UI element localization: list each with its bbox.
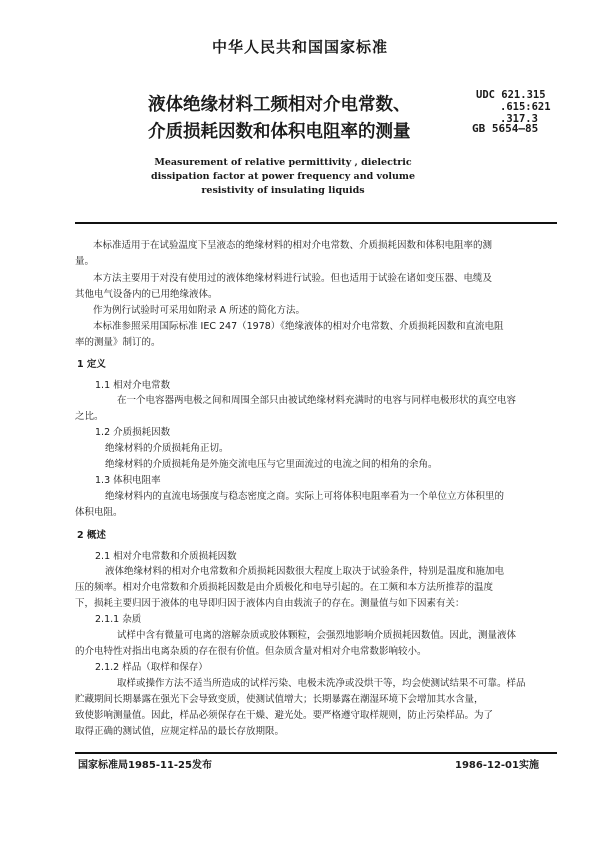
gb-standard-number: GB 5654—85 bbox=[472, 122, 539, 135]
section-1-1-line-2: 之比。 bbox=[75, 411, 104, 422]
section-1-2-line-1: 绝缘材料的介质损耗角正切。 bbox=[105, 443, 229, 454]
intro-paragraph-4-line-2: 率的测量》制订的。 bbox=[75, 337, 161, 348]
intro-paragraph-1-line-1: 本标准适用于在试验温度下呈液态的绝缘材料的相对介电常数、介质损耗因数和体积电阻率的测 bbox=[93, 240, 493, 251]
section-2-1-2-line-3: 致使影响测量值。因此，样品必须保存在干燥、避光处。要严格遵守取样规则，防止污染样品。为了 bbox=[75, 710, 494, 721]
intro-paragraph-2-line-2: 其他电气设备内的已用绝缘液体。 bbox=[75, 289, 218, 300]
section-1-2-heading: 1.2 介质损耗因数 bbox=[95, 427, 171, 438]
section-2-1-line-2: 压的频率。相对介电常数和介质损耗因数是由介质极化和电导引起的。在工频和本方法所推荐的温度 bbox=[75, 582, 494, 593]
section-2-1-line-1: 液体绝缘材料的相对介电常数和介质损耗因数很大程度上取决于试验条件，特别是温度和施加电 bbox=[105, 566, 505, 577]
intro-paragraph-4-line-1: 本标准参照采用国际标准 IEC 247（1978）《绝缘液体的相对介电常数、介质损耗因数和直流电阻 bbox=[93, 321, 504, 332]
document-title-en-line-3: resistivity of insulating liquids bbox=[201, 185, 365, 196]
udc-code-line-3: .317.3 bbox=[500, 113, 538, 125]
section-1-2-line-2: 绝缘材料的介质损耗角是外施交流电压与它里面流过的电流之间的相角的余角。 bbox=[105, 459, 438, 470]
section-2-1-1-line-2: 的介电特性对指出电离杂质的存在很有价值。但杂质含量对相对介电常数影响较小。 bbox=[75, 646, 427, 657]
issue-date: 国家标准局1985-11-25发布 bbox=[78, 760, 212, 771]
section-1-heading: 1 定义 bbox=[77, 359, 106, 370]
section-2-1-1-line-1: 试样中含有微量可电离的溶解杂质或胶体颗粒，会强烈地影响介质损耗因数值。因此，测量液体 bbox=[117, 630, 517, 641]
section-2-1-line-3: 下，损耗主要归因于液体的电导即归因于液体内自由载流子的存在。测量值与如下因素有关： bbox=[75, 598, 465, 609]
section-1-1-line-1: 在一个电容器两电极之间和周围全部只由被试绝缘材料充满时的电容与同样电极形状的真空电容 bbox=[117, 395, 517, 406]
section-1-3-heading: 1.3 体积电阻率 bbox=[95, 475, 161, 486]
intro-paragraph-1-line-2: 量。 bbox=[75, 256, 95, 267]
footer-divider bbox=[75, 752, 557, 754]
section-2-1-2-line-4: 取得正确的测试值，应规定样品的最长存放期限。 bbox=[75, 726, 285, 737]
section-1-3-line-1: 绝缘材料内的直流电场强度与稳态密度之商。实际上可将体积电阻率看为一个单位立方体积里的 bbox=[105, 491, 505, 502]
document-title-en-line-2: dissipation factor at power frequency and volume bbox=[150, 171, 416, 182]
header-divider bbox=[75, 222, 557, 224]
section-2-1-1-heading: 2.1.1 杂质 bbox=[95, 614, 142, 625]
intro-paragraph-2-line-1: 本方法主要用于对没有使用过的液体绝缘材料进行试验。但也适用于试验在诸如变压器、电缆及 bbox=[93, 273, 493, 284]
udc-code-line-1: UDC 621.315 bbox=[476, 89, 546, 101]
document-title-cn-line-2: 介质损耗因数和体积电阻率的测量 bbox=[148, 122, 411, 142]
section-2-1-2-line-2: 贮藏期间长期暴露在强光下会导致变质，使测试值增大；长期暴露在潮湿环境下会增加其水含量， bbox=[75, 694, 484, 705]
document-title-cn-line-1: 液体绝缘材料工频相对介电常数、 bbox=[148, 95, 411, 115]
section-2-1-2-line-1: 取样或操作方法不适当所造成的试样污染、电极未洗净或没烘干等，均会使测试结果不可靠。样品 bbox=[117, 678, 526, 689]
effective-date: 1986-12-01实施 bbox=[455, 760, 539, 771]
intro-paragraph-3: 作为例行试验时可采用如附录 A 所述的简化方法。 bbox=[93, 305, 306, 316]
section-2-1-2-heading: 2.1.2 样品（取样和保存） bbox=[95, 662, 208, 673]
document-title-en-line-1: Measurement of relative permittivity , dielectric bbox=[154, 157, 412, 168]
national-standard-header: 中华人民共和国国家标准 bbox=[211, 38, 388, 56]
section-2-1-heading: 2.1 相对介电常数和介质损耗因数 bbox=[95, 551, 237, 562]
section-2-heading: 2 概述 bbox=[77, 530, 106, 541]
udc-code-line-2: .615:621 bbox=[500, 101, 551, 113]
section-1-1-heading: 1.1 相对介电常数 bbox=[95, 380, 171, 391]
section-1-3-line-2: 体积电阻。 bbox=[75, 507, 123, 518]
